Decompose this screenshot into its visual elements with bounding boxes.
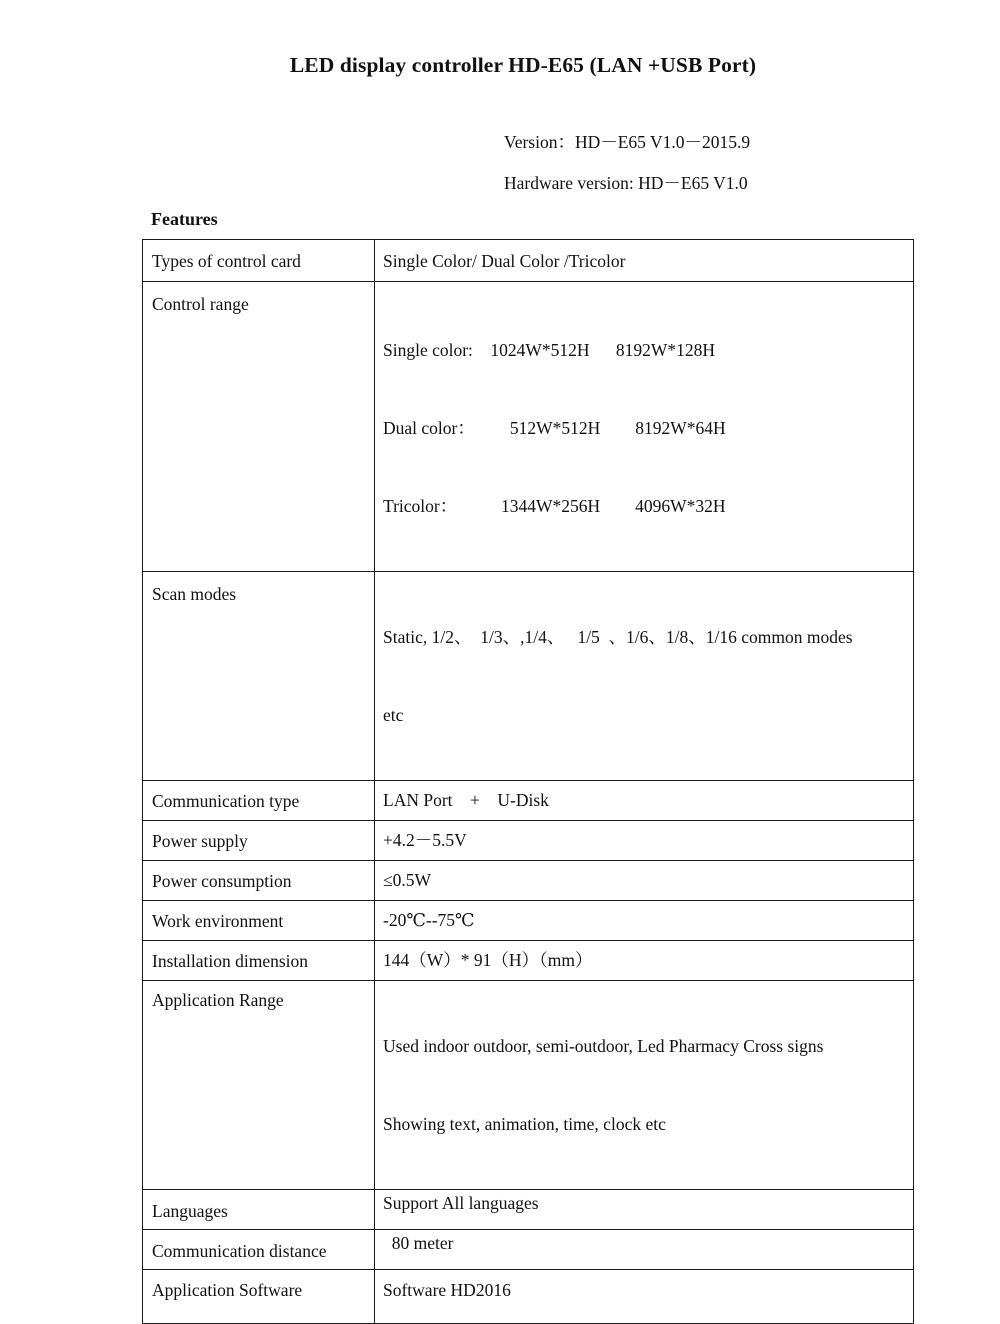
row-value: ≤0.5W (383, 870, 431, 890)
hardware-version-line: Hardware version: HD－E65 V1.0 (504, 173, 748, 193)
row-key-cell (143, 1270, 375, 1324)
row-key-cell (143, 282, 375, 572)
table-row (143, 1270, 914, 1324)
table-row (143, 240, 914, 282)
row-key: Power supply (152, 831, 248, 851)
row-key-cell (143, 1190, 375, 1230)
row-key-cell (143, 1230, 375, 1270)
row-value-cell (375, 781, 914, 821)
row-key: Types of control card (152, 251, 301, 271)
row-value: Support All languages (383, 1193, 539, 1213)
row-value-line: Showing text, animation, time, clock etc (383, 1114, 666, 1134)
row-value: 144（W）* 91（H）（mm） (383, 950, 593, 970)
row-value-cell (375, 282, 914, 572)
row-value: -20℃--75℃ (383, 910, 475, 930)
row-value-cell (375, 1190, 914, 1230)
row-key-cell (143, 861, 375, 901)
document-title: LED display controller HD-E65 (LAN +USB Port) (289, 53, 757, 77)
row-value-line: Used indoor outdoor, semi-outdoor, Led Pharmacy Cross signs (383, 1036, 824, 1056)
row-key: Scan modes (152, 584, 237, 604)
row-value-cell (375, 941, 914, 981)
row-value-line: Tricolor： 1344W*256H 4096W*32H (383, 496, 726, 516)
row-key: Power consumption (152, 871, 292, 891)
features-heading: Features (151, 209, 218, 229)
table-row (143, 981, 914, 1190)
row-value: LAN Port + U-Disk (383, 790, 549, 810)
row-key: Work environment (152, 911, 284, 931)
row-value-line: Single color: 1024W*512H 8192W*128H (383, 340, 715, 360)
features-table (142, 239, 914, 1324)
row-key-cell (143, 901, 375, 941)
row-value-line: etc (383, 705, 404, 725)
table-row (143, 901, 914, 941)
row-value-cell (375, 1230, 914, 1270)
row-key: Application Software (152, 1280, 303, 1300)
row-key-cell (143, 781, 375, 821)
row-value-line: Dual color： 512W*512H 8192W*64H (383, 418, 726, 438)
row-key: Control range (152, 294, 249, 314)
row-key-cell (143, 981, 375, 1190)
row-value-cell (375, 981, 914, 1190)
row-key-cell (143, 821, 375, 861)
row-value: +4.2－5.5V (383, 830, 467, 850)
row-value-line: Static, 1/2、 1/3、,1/4、 1/5 、1/6、1/8、1/16 common modes (383, 627, 853, 647)
row-value: Single Color/ Dual Color /Tricolor (383, 251, 626, 271)
row-value-cell (375, 1270, 914, 1324)
table-row (143, 1230, 914, 1270)
row-value-cell (375, 572, 914, 781)
table-row (143, 781, 914, 821)
table-row (143, 941, 914, 981)
row-value: Software HD2016 (383, 1280, 511, 1300)
row-value-cell (375, 901, 914, 941)
row-key: Communication distance (152, 1241, 327, 1261)
table-row (143, 821, 914, 861)
row-key: Languages (152, 1201, 228, 1221)
row-key-cell (143, 572, 375, 781)
row-key: Communication type (152, 791, 300, 811)
row-value-cell (375, 240, 914, 282)
row-key: Application Range (152, 990, 284, 1010)
version-line: Version：HD－E65 V1.0－2015.9 (504, 132, 751, 152)
table-row (143, 572, 914, 781)
row-value-cell (375, 861, 914, 901)
row-key-cell (143, 941, 375, 981)
row-value: 80 meter (383, 1233, 454, 1253)
table-row (143, 1190, 914, 1230)
row-key: Installation dimension (152, 951, 309, 971)
row-key-cell (143, 240, 375, 282)
row-value-cell (375, 821, 914, 861)
table-row (143, 282, 914, 572)
table-row (143, 861, 914, 901)
